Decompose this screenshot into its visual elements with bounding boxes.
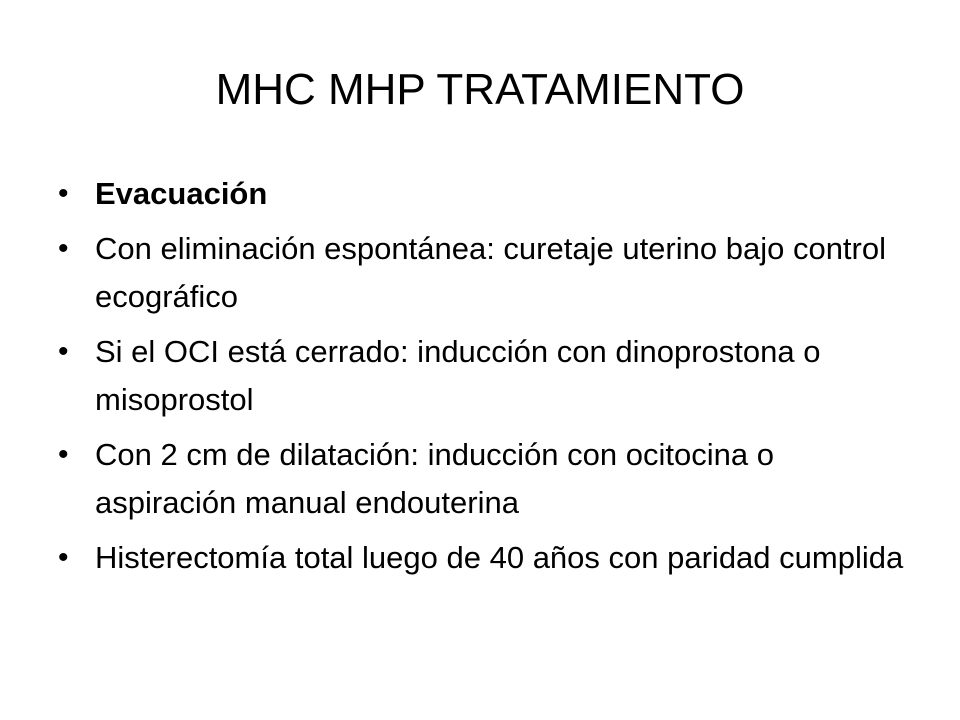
bullet-dot-icon: • <box>58 438 69 471</box>
bullet-item <box>58 225 918 321</box>
bullet-text: Histerectomía total luego de 40 años con paridad cumplida <box>95 540 904 575</box>
bullet-text: Con eliminación espontánea: curetaje uterino bajo control ecográfico <box>95 231 886 314</box>
bullet-text: Evacuación <box>95 176 268 211</box>
bullet-dot-icon: • <box>58 541 69 574</box>
bullet-dot-icon: • <box>58 335 69 368</box>
bullet-item <box>58 328 918 424</box>
bullet-dot-icon: • <box>58 232 69 265</box>
bullet-text: Si el OCI está cerrado: inducción con dinoprostona o misoprostol <box>95 334 821 417</box>
slide-title: MHC MHP TRATAMIENTO <box>215 65 745 114</box>
bullet-item <box>58 170 918 218</box>
bullet-text: Con 2 cm de dilatación: inducción con ocitocina o aspiración manual endouterina <box>95 437 774 520</box>
bullet-item <box>58 534 918 582</box>
bullet-list <box>58 170 918 589</box>
bullet-dot-icon: • <box>58 177 69 210</box>
bullet-item <box>58 431 918 527</box>
